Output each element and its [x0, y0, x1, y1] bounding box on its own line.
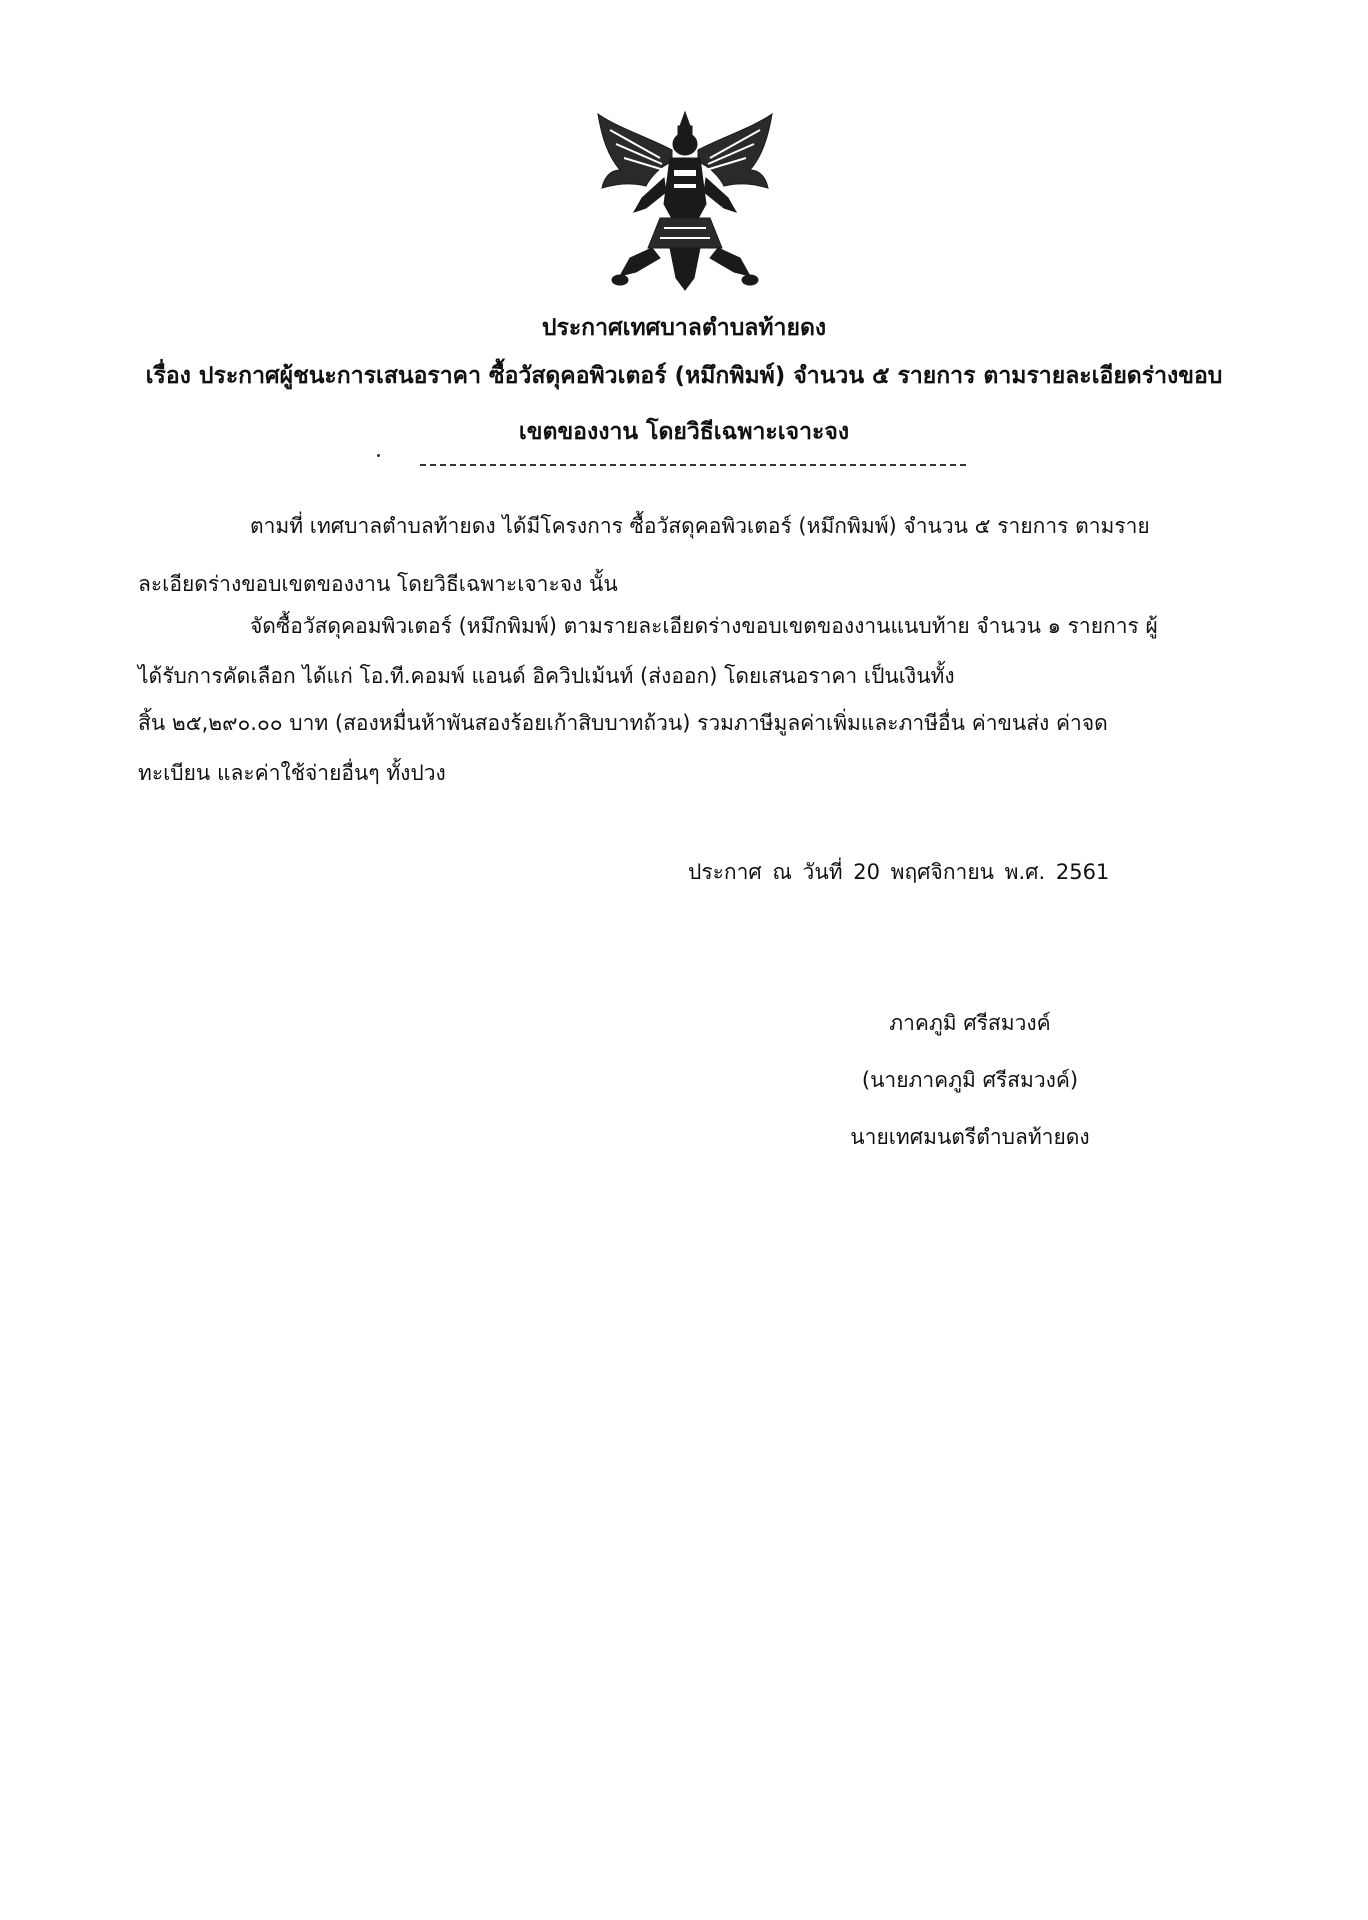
- paragraph-1-line-1: ตามที่ เทศบาลตำบลท้ายดง ได้มีโครงการ ซื้อวัสดุคอพิวเตอร์ (หมึกพิมพ์) จำนวน ๕ รายการ ตามราย: [250, 514, 1150, 538]
- announcement-date: ประกาศ ณ วันที่ 20 พฤศจิกายน พ.ศ. 2561: [688, 860, 1110, 884]
- paragraph-2-line-2: ได้รับการคัดเลือก ได้แก่ โอ.ที.คอมพ์ แอนด์ อิควิปเม้นท์ (ส่งออก) โดยเสนอราคา เป็นเงินทั้ง: [138, 664, 955, 688]
- signature-signed-name: ภาคภูมิ ศรีสมวงค์: [889, 1011, 1051, 1035]
- paragraph-2-line-4: ทะเบียน และค่าใช้จ่ายอื่นๆ ทั้งปวง: [138, 761, 446, 785]
- subject-line-1: เรื่อง ประกาศผู้ชนะการเสนอราคา ซื้อวัสดุคอพิวเตอร์ (หมึกพิมพ์) จำนวน ๕ รายการ ตามรายละเอียดร่างขอบ: [145, 363, 1223, 389]
- stray-mark: [377, 454, 380, 457]
- subject-line-2: เขตของงาน โดยวิธีเฉพาะเจาะจง: [518, 419, 850, 445]
- garuda-emblem-icon: [590, 108, 780, 293]
- document-heading: ประกาศเทศบาลตำบลท้ายดง: [541, 315, 827, 341]
- paragraph-2-line-1: จัดซื้อวัสดุคอมพิวเตอร์ (หมึกพิมพ์) ตามรายละเอียดร่างขอบเขตของงานแนบท้าย จำนวน ๑ รายการ ผู้: [250, 614, 1158, 638]
- paragraph-2-line-3: สิ้น ๒๕,๒๙๐.๐๐ บาท (สองหมื่นห้าพันสองร้อยเก้าสิบบาทถ้วน) รวมภาษีมูลค่าเพิ่มและภาษีอื่น ค่าขนส่ง ค่าจด: [138, 711, 1108, 735]
- signature-position: นายเทศมนตรีตำบลท้ายดง: [850, 1125, 1090, 1149]
- signature-printed-name: (นายภาคภูมิ ศรีสมวงค์): [861, 1068, 1079, 1092]
- paragraph-1-line-2: ละเอียดร่างขอบเขตของงาน โดยวิธีเฉพาะเจาะจง นั้น: [138, 572, 618, 596]
- divider-line: [420, 464, 966, 466]
